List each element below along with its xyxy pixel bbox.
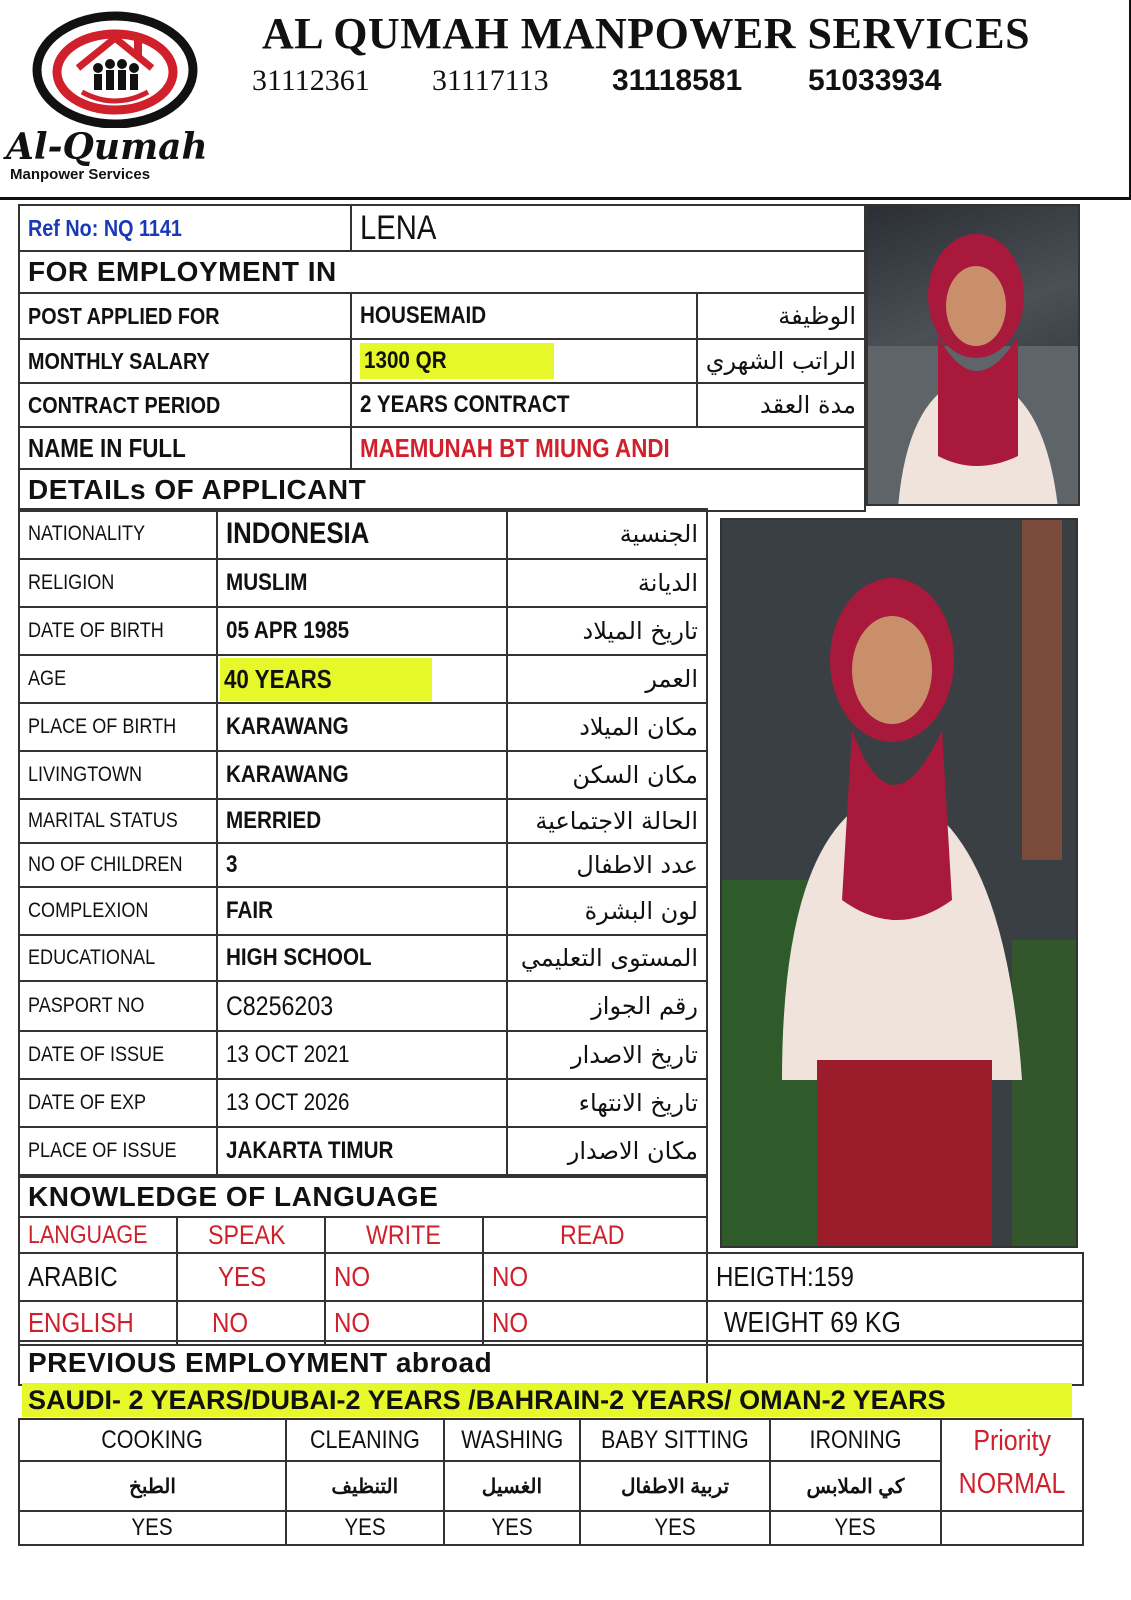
contract-value-cell: [351, 383, 697, 427]
language-heading-cell: [19, 1177, 707, 1217]
skill-label: IRONING: [809, 1425, 902, 1454]
field-value: 05 APR 1985: [225, 617, 349, 644]
language-speak: YES: [218, 1261, 267, 1292]
field-label-arabic: المستوى التعليمي: [520, 944, 698, 972]
field-label: MONTHLY SALARY: [28, 347, 210, 374]
field-label-arabic: الديانة: [637, 569, 698, 597]
field-label: MARITAL STATUS: [28, 809, 178, 832]
phone-number: 31117113: [432, 64, 549, 97]
language-header: READ: [560, 1219, 625, 1250]
field-label: DATE OF BIRTH: [28, 619, 164, 642]
field-value: 2 YEARS CONTRACT: [360, 391, 570, 418]
nickname: LENA: [360, 208, 437, 247]
previous-employment-text: SAUDI- 2 YEARS/DUBAI-2 YEARS /BAHRAIN-2 YEARS/ OMAN-2 YEARS: [28, 1385, 946, 1415]
skill-value: YES: [344, 1514, 386, 1541]
field-label: AGE: [28, 667, 67, 690]
language-speak: NO: [212, 1307, 249, 1338]
nickname-cell: [351, 205, 865, 251]
phone-number: 31112361: [252, 64, 370, 97]
body-measure-table: [706, 1252, 1084, 1346]
logo-wordmark: Al-Qumah: [6, 126, 208, 168]
field-value: 13 OCT 2026: [225, 1089, 350, 1116]
field-value: INDONESIA: [225, 517, 370, 550]
field-label-arabic: مدة العقد: [760, 391, 856, 419]
skill-value: YES: [654, 1514, 696, 1541]
contract-arabic-cell: [697, 383, 865, 427]
skill-value: YES: [834, 1514, 877, 1541]
skill-label: COOKING: [101, 1425, 204, 1454]
field-label-arabic: عدد الاطفال: [576, 851, 698, 879]
field-label-arabic: لون البشرة: [584, 897, 698, 925]
skill-value: YES: [491, 1514, 533, 1541]
logo-subtitle: Manpower Services: [10, 166, 151, 183]
skill-label: CLEANING: [309, 1425, 420, 1454]
skill-label-arabic: الطبخ: [128, 1475, 176, 1498]
language-table: [18, 1176, 708, 1346]
fullname-label-cell: [19, 427, 351, 469]
post-label-cell: [19, 293, 351, 339]
field-label: NO OF CHILDREN: [28, 853, 183, 876]
employment-table: [18, 204, 866, 512]
field-label: POST APPLIED FOR: [28, 302, 220, 329]
field-label-arabic: تاريخ الميلاد: [582, 617, 698, 645]
field-label: DATE OF ISSUE: [28, 1043, 165, 1066]
skill-label-arabic: كي الملابس: [806, 1475, 905, 1498]
salary-value-cell: [351, 339, 697, 383]
field-label-arabic: تاريخ الاصدار: [571, 1041, 698, 1069]
field-label-arabic: الحالة الاجتماعية: [535, 807, 698, 835]
ref-number-cell: [19, 205, 351, 251]
skill-label: BABY SITTING: [601, 1425, 749, 1454]
company-logo-icon: [30, 10, 200, 128]
field-label: NAME IN FULL: [28, 432, 186, 463]
previous-employment-banner: [22, 1383, 1072, 1417]
field-label-arabic: رقم الجواز: [591, 992, 698, 1020]
section-title-language: KNOWLEDGE OF LANGUAGE: [28, 1181, 439, 1212]
field-label: RELIGION: [28, 571, 115, 594]
applicant-portrait-photo: [866, 204, 1080, 506]
language-read: NO: [492, 1307, 529, 1338]
post-arabic-cell: [697, 293, 865, 339]
phone-number: 31118581: [612, 64, 743, 97]
letterhead: [0, 0, 1131, 200]
language-header: LANGUAGE: [28, 1220, 148, 1249]
skills-table: [18, 1418, 1084, 1546]
field-label-arabic: العمر: [645, 665, 698, 693]
field-value: HOUSEMAID: [360, 302, 487, 329]
field-value: 1300 QR: [364, 347, 447, 374]
field-value: 40 YEARS: [223, 663, 332, 694]
field-label: PASPORT NO: [28, 994, 145, 1017]
section-title-details: DETAILs OF APPLICANT: [28, 474, 367, 505]
skill-label-arabic: التنظيف: [331, 1475, 399, 1498]
skill-label-arabic: تربية الاطفال: [621, 1475, 730, 1498]
fullname-value-cell: [351, 427, 865, 469]
skill-label-arabic: الغسيل: [481, 1475, 543, 1498]
field-value: FAIR: [225, 897, 273, 924]
post-value-cell: [351, 293, 697, 339]
section-title-employment: FOR EMPLOYMENT IN: [28, 256, 337, 287]
field-label-arabic: مكان السكن: [572, 761, 698, 789]
field-label-arabic: مكان الميلاد: [579, 713, 698, 741]
salary-label-cell: [19, 339, 351, 383]
field-value: JAKARTA TIMUR: [225, 1137, 394, 1164]
field-label: NATIONALITY: [28, 522, 146, 545]
ref-number: Ref No: NQ 1141: [28, 214, 182, 241]
contract-label-cell: [19, 383, 351, 427]
details-heading-cell: [19, 469, 865, 511]
section-title-previous: PREVIOUS EMPLOYMENT abroad: [28, 1347, 493, 1378]
employment-heading-cell: [19, 251, 865, 293]
field-label: CONTRACT PERIOD: [28, 391, 221, 418]
field-label-arabic: الجنسية: [619, 520, 698, 548]
phone-number: 51033934: [808, 64, 942, 97]
language-write: NO: [334, 1261, 371, 1292]
field-label: DATE OF EXP: [28, 1091, 147, 1114]
language-write: NO: [334, 1307, 371, 1338]
language-read: NO: [492, 1261, 529, 1292]
field-label-arabic: تاريخ الانتهاء: [578, 1089, 698, 1117]
applicant-details-table: [18, 508, 708, 1176]
company-name: AL QUMAH MANPOWER SERVICES: [262, 9, 1031, 58]
field-label: LIVINGTOWN: [28, 763, 143, 786]
full-name: MAEMUNAH BT MIUNG ANDI: [360, 432, 670, 463]
priority-value: NORMAL: [958, 1468, 1066, 1500]
salary-arabic-cell: [697, 339, 865, 383]
language-header: SPEAK: [208, 1219, 286, 1250]
field-label-arabic: الراتب الشهري: [705, 347, 856, 375]
field-label: PLACE OF BIRTH: [28, 715, 177, 738]
field-value: 13 OCT 2021: [225, 1041, 350, 1068]
field-value: MUSLIM: [225, 569, 308, 596]
field-value: KARAWANG: [225, 713, 349, 740]
field-value: C8256203: [225, 990, 333, 1021]
weight-value: WEIGHT 69 KG: [724, 1306, 901, 1339]
applicant-full-body-photo: [720, 518, 1078, 1248]
language-name: ARABIC: [28, 1261, 118, 1292]
field-label: COMPLEXION: [28, 899, 149, 922]
language-name: ENGLISH: [28, 1307, 134, 1338]
field-label: EDUCATIONAL: [28, 946, 156, 969]
height-value: HEIGTH:159: [716, 1261, 854, 1292]
field-value: HIGH SCHOOL: [225, 944, 372, 971]
field-label-arabic: مكان الاصدار: [567, 1137, 698, 1165]
field-value: KARAWANG: [225, 761, 349, 788]
field-value: 3: [225, 851, 238, 878]
priority-label: Priority: [973, 1425, 1051, 1457]
field-label: PLACE OF ISSUE: [28, 1139, 177, 1162]
field-value: MERRIED: [225, 807, 321, 834]
language-header: WRITE: [366, 1219, 441, 1250]
skill-label: WASHING: [460, 1425, 563, 1454]
field-label-arabic: الوظيفة: [778, 302, 856, 330]
previous-employment-table: [18, 1340, 1084, 1386]
skill-value: YES: [131, 1514, 174, 1541]
